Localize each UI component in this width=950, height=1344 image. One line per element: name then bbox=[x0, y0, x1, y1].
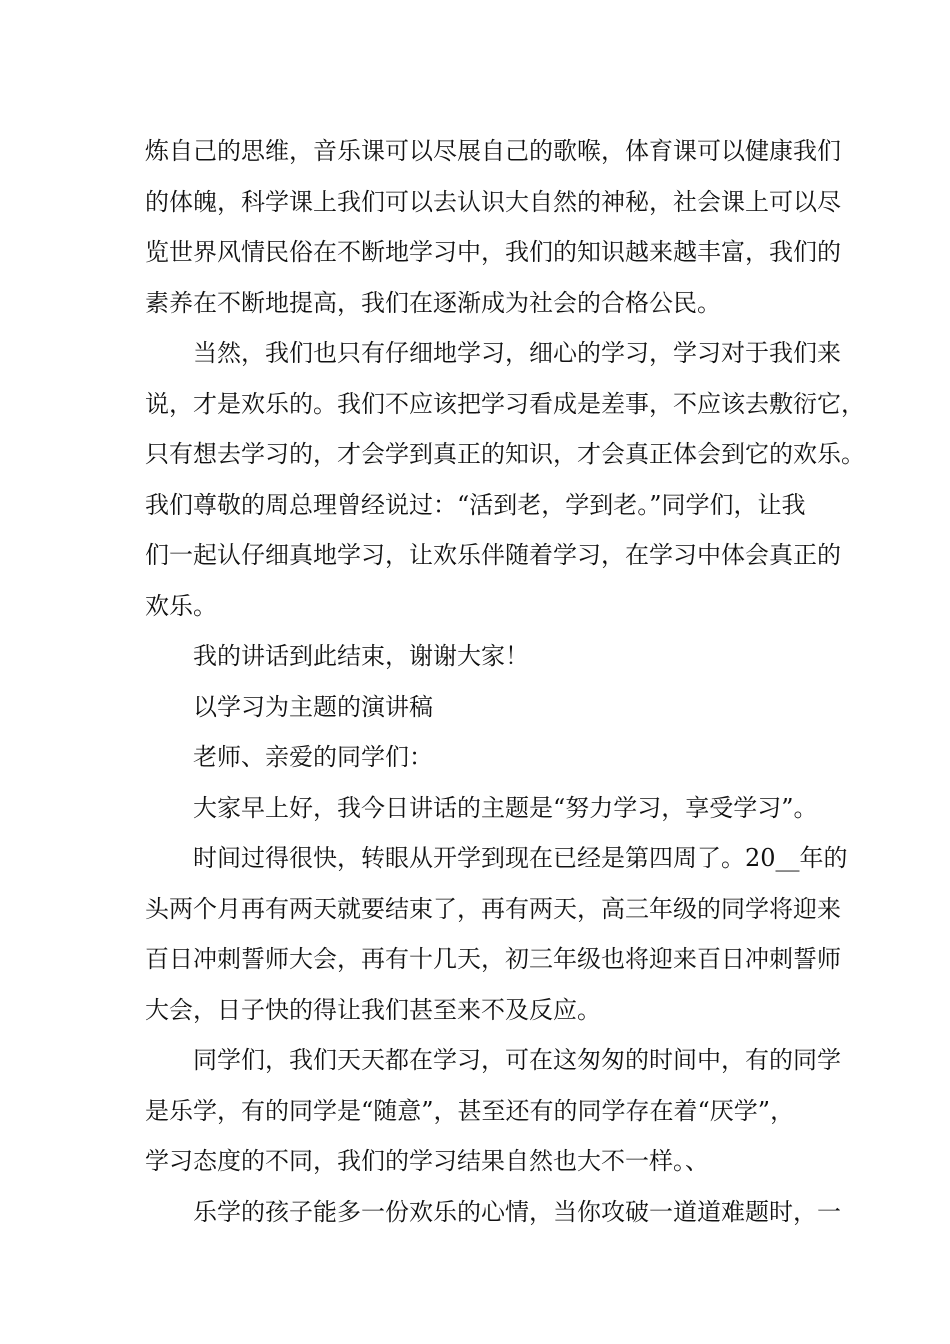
text-line: 我的讲话到此结束，谢谢大家！ bbox=[193, 642, 529, 670]
text-line: 以学习为主题的演讲稿 bbox=[193, 692, 433, 721]
text-line: 只有想去学习的，才会学到真正的知识，才会真正体会到它的欢乐。 bbox=[145, 440, 865, 468]
text-line: 学习态度的不同，我们的学习结果自然也大不一样。、 bbox=[145, 1147, 709, 1175]
text-line: 们一起认仔细真地学习，让欢乐伴随着学习，在学习中体会真正的 bbox=[145, 541, 841, 569]
text-line: 是乐学，有的同学是“随意”，甚至还有的同学存在着“厌学”， bbox=[145, 1096, 795, 1125]
text-line: 览世界风情民俗在不断地学习中，我们的知识越来越丰富，我们的 bbox=[145, 238, 841, 266]
text-line: 头两个月再有两天就要结束了，再有两天，高三年级的同学将迎来 bbox=[145, 894, 841, 923]
text-line: 老师、亲爱的同学们： bbox=[193, 743, 433, 771]
text-line: 欢乐。 bbox=[145, 591, 217, 620]
document-body bbox=[145, 126, 865, 1237]
text-line: 大家早上好，我今日讲话的主题是“努力学习，享受学习”。 bbox=[193, 793, 818, 822]
text-line: 素养在不断地提高，我们在逐渐成为社会的合格公民。 bbox=[145, 288, 721, 317]
text-line: 我们尊敬的周总理曾经说过：“活到老，学到老。”同学们，让我 bbox=[145, 490, 806, 519]
text-line: 乐学的孩子能多一份欢乐的心情，当你攻破一道道难题时，一 bbox=[193, 1197, 841, 1226]
text-line: 的体魄，科学课上我们可以去认识大自然的神秘，社会课上可以尽 bbox=[145, 187, 841, 216]
text-line: 百日冲刺誓师大会，再有十几天，初三年级也将迎来百日冲刺誓师 bbox=[145, 945, 841, 973]
text-line: 时间过得很快，转眼从开学到现在已经是第四周了。20__年的 bbox=[193, 844, 848, 872]
text-line: 说，才是欢乐的。我们不应该把学习看成是差事，不应该去敷衍它， bbox=[145, 389, 865, 418]
text-line: 大会，日子快的得让我们甚至来不及反应。 bbox=[145, 995, 601, 1024]
text-line: 同学们，我们天天都在学习，可在这匆匆的时间中，有的同学 bbox=[193, 1046, 841, 1074]
text-line: 炼自己的思维，音乐课可以尽展自己的歌喉，体育课可以健康我们 bbox=[145, 137, 841, 165]
text-line: 当然，我们也只有仔细地学习，细心的学习，学习对于我们来 bbox=[193, 339, 841, 367]
